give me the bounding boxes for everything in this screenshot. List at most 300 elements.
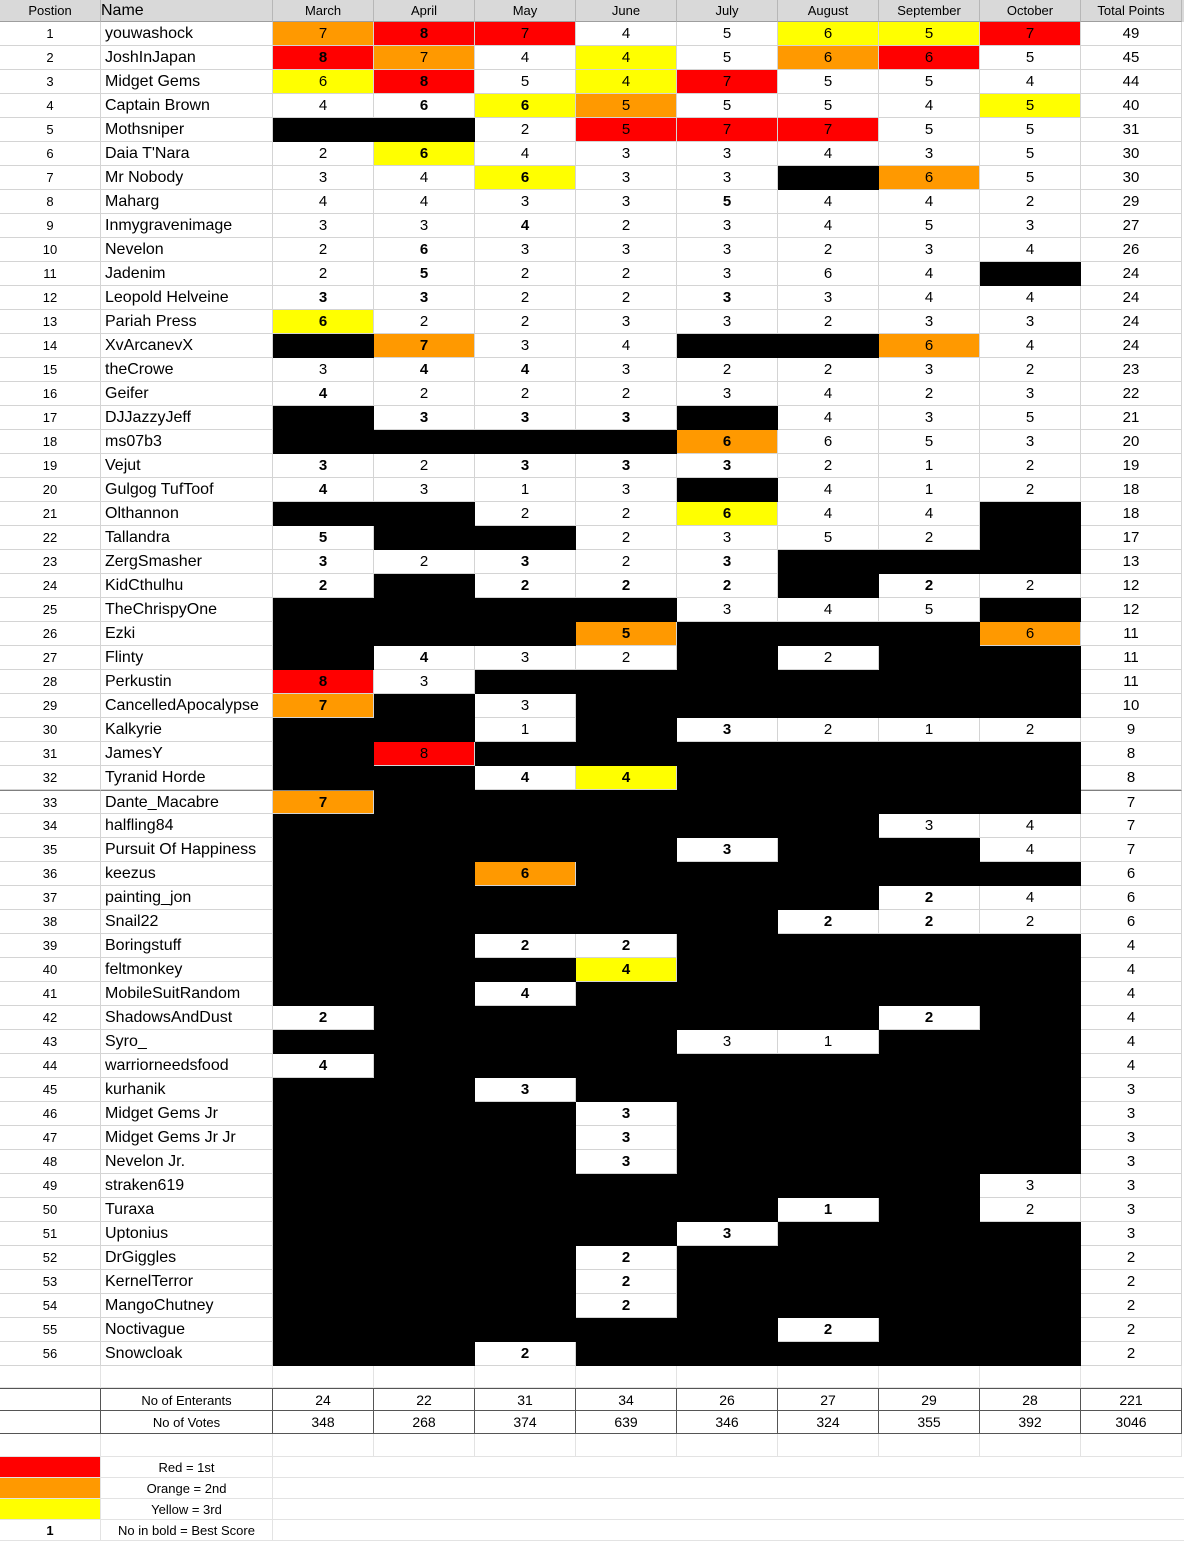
score-cell[interactable]: 5 [980,406,1081,430]
score-cell[interactable]: 3 [576,190,677,214]
position-cell[interactable]: 40 [0,958,101,982]
no-entry-cell[interactable] [677,934,778,958]
no-entry-cell[interactable] [778,334,879,358]
total-cell[interactable]: 2 [1081,1246,1182,1270]
no-entry-cell[interactable] [879,670,980,694]
no-entry-cell[interactable] [475,1006,576,1030]
no-entry-cell[interactable] [879,1246,980,1270]
score-cell[interactable]: 3 [273,286,374,310]
score-cell[interactable]: 6 [374,238,475,262]
no-entry-cell[interactable] [374,1054,475,1078]
legend-swatch[interactable]: 1 [0,1520,101,1541]
position-cell[interactable]: 30 [0,718,101,742]
score-cell[interactable]: 2 [576,550,677,574]
total-cell[interactable]: 6 [1081,862,1182,886]
no-entry-cell[interactable] [677,982,778,1006]
score-cell[interactable]: 2 [879,526,980,550]
score-cell[interactable]: 5 [677,22,778,46]
header-total[interactable]: Total Points [1081,0,1182,22]
no-entry-cell[interactable] [576,430,677,454]
no-entry-cell[interactable] [879,862,980,886]
header-name[interactable]: Name [101,0,273,22]
name-cell[interactable]: DJJazzyJeff [101,406,273,430]
no-entry-cell[interactable] [879,742,980,766]
position-cell[interactable]: 19 [0,454,101,478]
score-cell[interactable]: 2 [273,238,374,262]
score-cell[interactable]: 2 [576,502,677,526]
score-cell[interactable]: 7 [677,70,778,94]
total-cell[interactable]: 7 [1081,790,1182,814]
position-cell[interactable]: 29 [0,694,101,718]
score-cell[interactable]: 2 [475,382,576,406]
no-entry-cell[interactable] [778,1222,879,1246]
no-entry-cell[interactable] [374,1198,475,1222]
no-entry-cell[interactable] [374,1342,475,1366]
name-cell[interactable]: Midget Gems Jr Jr [101,1126,273,1150]
score-cell[interactable]: 5 [677,94,778,118]
no-entry-cell[interactable] [374,1150,475,1174]
score-cell[interactable]: 3 [677,142,778,166]
name-cell[interactable]: MobileSuitRandom [101,982,273,1006]
score-cell[interactable]: 4 [374,646,475,670]
score-cell[interactable]: 5 [879,70,980,94]
total-cell[interactable]: 8 [1081,742,1182,766]
no-entry-cell[interactable] [677,1102,778,1126]
score-cell[interactable]: 2 [576,574,677,598]
no-entry-cell[interactable] [475,430,576,454]
no-entry-cell[interactable] [980,1078,1081,1102]
no-entry-cell[interactable] [778,1102,879,1126]
name-cell[interactable]: Dante_Macabre [101,790,273,814]
total-cell[interactable]: 40 [1081,94,1182,118]
score-cell[interactable]: 3 [677,262,778,286]
no-entry-cell[interactable] [374,886,475,910]
no-entry-cell[interactable] [374,910,475,934]
no-entry-cell[interactable] [778,694,879,718]
no-entry-cell[interactable] [475,1054,576,1078]
no-entry-cell[interactable] [475,1222,576,1246]
summary-value[interactable]: 27 [778,1388,879,1411]
no-entry-cell[interactable] [273,334,374,358]
no-entry-cell[interactable] [677,1126,778,1150]
score-cell[interactable]: 4 [374,166,475,190]
name-cell[interactable]: Maharg [101,190,273,214]
no-entry-cell[interactable] [273,886,374,910]
score-cell[interactable]: 6 [475,94,576,118]
score-cell[interactable]: 6 [677,430,778,454]
no-entry-cell[interactable] [475,526,576,550]
total-cell[interactable]: 2 [1081,1270,1182,1294]
total-cell[interactable]: 4 [1081,982,1182,1006]
no-entry-cell[interactable] [273,118,374,142]
score-cell[interactable]: 5 [778,70,879,94]
score-cell[interactable]: 4 [778,142,879,166]
name-cell[interactable]: Leopold Helveine [101,286,273,310]
no-entry-cell[interactable] [576,742,677,766]
no-entry-cell[interactable] [879,1270,980,1294]
no-entry-cell[interactable] [475,886,576,910]
total-cell[interactable]: 11 [1081,622,1182,646]
no-entry-cell[interactable] [879,1150,980,1174]
summary-value[interactable]: 374 [475,1411,576,1434]
no-entry-cell[interactable] [980,694,1081,718]
score-cell[interactable]: 4 [475,142,576,166]
score-cell[interactable]: 8 [273,670,374,694]
score-cell[interactable]: 4 [980,886,1081,910]
no-entry-cell[interactable] [374,574,475,598]
no-entry-cell[interactable] [576,982,677,1006]
score-cell[interactable]: 3 [677,286,778,310]
no-entry-cell[interactable] [879,1054,980,1078]
name-cell[interactable]: Syro_ [101,1030,273,1054]
score-cell[interactable]: 5 [980,142,1081,166]
score-cell[interactable]: 5 [879,214,980,238]
score-cell[interactable]: 4 [576,766,677,790]
no-entry-cell[interactable] [273,598,374,622]
position-cell[interactable]: 43 [0,1030,101,1054]
legend-swatch[interactable] [0,1457,101,1478]
no-entry-cell[interactable] [778,838,879,862]
score-cell[interactable]: 1 [778,1030,879,1054]
score-cell[interactable]: 2 [778,454,879,478]
summary-value[interactable]: 268 [374,1411,475,1434]
score-cell[interactable]: 2 [475,262,576,286]
no-entry-cell[interactable] [677,958,778,982]
position-cell[interactable]: 51 [0,1222,101,1246]
score-cell[interactable]: 2 [475,502,576,526]
no-entry-cell[interactable] [980,526,1081,550]
no-entry-cell[interactable] [273,1174,374,1198]
total-cell[interactable]: 49 [1081,22,1182,46]
no-entry-cell[interactable] [778,574,879,598]
no-entry-cell[interactable] [273,742,374,766]
no-entry-cell[interactable] [778,958,879,982]
score-cell[interactable]: 3 [677,598,778,622]
total-cell[interactable]: 11 [1081,670,1182,694]
score-cell[interactable]: 2 [576,646,677,670]
score-cell[interactable]: 5 [677,46,778,70]
name-cell[interactable]: Pariah Press [101,310,273,334]
score-cell[interactable]: 2 [576,286,677,310]
position-cell[interactable]: 25 [0,598,101,622]
name-cell[interactable]: JoshInJapan [101,46,273,70]
score-cell[interactable]: 3 [576,1126,677,1150]
no-entry-cell[interactable] [879,646,980,670]
name-cell[interactable]: Captain Brown [101,94,273,118]
no-entry-cell[interactable] [677,1174,778,1198]
no-entry-cell[interactable] [374,862,475,886]
no-entry-cell[interactable] [475,598,576,622]
name-cell[interactable]: youwashock [101,22,273,46]
score-cell[interactable]: 3 [374,286,475,310]
position-cell[interactable]: 2 [0,46,101,70]
score-cell[interactable]: 2 [576,382,677,406]
score-cell[interactable]: 3 [273,454,374,478]
score-cell[interactable]: 3 [576,166,677,190]
no-entry-cell[interactable] [677,1078,778,1102]
no-entry-cell[interactable] [879,1126,980,1150]
no-entry-cell[interactable] [273,1318,374,1342]
no-entry-cell[interactable] [273,1078,374,1102]
summary-total[interactable]: 3046 [1081,1411,1182,1434]
no-entry-cell[interactable] [374,790,475,814]
no-entry-cell[interactable] [677,1246,778,1270]
name-cell[interactable]: Vejut [101,454,273,478]
no-entry-cell[interactable] [778,766,879,790]
no-entry-cell[interactable] [879,838,980,862]
score-cell[interactable]: 4 [980,814,1081,838]
name-cell[interactable]: Ezki [101,622,273,646]
score-cell[interactable]: 6 [677,502,778,526]
total-cell[interactable]: 30 [1081,142,1182,166]
no-entry-cell[interactable] [475,1126,576,1150]
no-entry-cell[interactable] [475,622,576,646]
score-cell[interactable]: 2 [374,454,475,478]
no-entry-cell[interactable] [980,1222,1081,1246]
total-cell[interactable]: 44 [1081,70,1182,94]
no-entry-cell[interactable] [677,886,778,910]
no-entry-cell[interactable] [778,1150,879,1174]
score-cell[interactable]: 5 [576,622,677,646]
score-cell[interactable]: 2 [879,886,980,910]
no-entry-cell[interactable] [475,1294,576,1318]
position-cell[interactable]: 18 [0,430,101,454]
no-entry-cell[interactable] [677,646,778,670]
no-entry-cell[interactable] [273,1246,374,1270]
no-entry-cell[interactable] [475,1174,576,1198]
header-month[interactable]: April [374,0,475,22]
position-cell[interactable]: 54 [0,1294,101,1318]
score-cell[interactable]: 2 [879,574,980,598]
position-cell[interactable]: 39 [0,934,101,958]
no-entry-cell[interactable] [475,790,576,814]
no-entry-cell[interactable] [980,982,1081,1006]
no-entry-cell[interactable] [677,742,778,766]
score-cell[interactable]: 2 [273,574,374,598]
score-cell[interactable]: 3 [980,430,1081,454]
total-cell[interactable]: 19 [1081,454,1182,478]
score-cell[interactable]: 2 [475,118,576,142]
total-cell[interactable]: 3 [1081,1150,1182,1174]
position-cell[interactable]: 56 [0,1342,101,1366]
no-entry-cell[interactable] [576,886,677,910]
score-cell[interactable]: 3 [677,1222,778,1246]
score-cell[interactable]: 6 [879,46,980,70]
summary-value[interactable]: 392 [980,1411,1081,1434]
no-entry-cell[interactable] [677,334,778,358]
score-cell[interactable]: 7 [778,118,879,142]
score-cell[interactable]: 4 [879,94,980,118]
no-entry-cell[interactable] [273,622,374,646]
score-cell[interactable]: 5 [778,94,879,118]
name-cell[interactable]: Uptonius [101,1222,273,1246]
position-cell[interactable]: 37 [0,886,101,910]
no-entry-cell[interactable] [778,1246,879,1270]
no-entry-cell[interactable] [273,934,374,958]
no-entry-cell[interactable] [879,982,980,1006]
score-cell[interactable]: 2 [778,718,879,742]
score-cell[interactable]: 2 [475,310,576,334]
no-entry-cell[interactable] [273,406,374,430]
total-cell[interactable]: 27 [1081,214,1182,238]
score-cell[interactable]: 4 [980,238,1081,262]
score-cell[interactable]: 8 [273,46,374,70]
no-entry-cell[interactable] [273,982,374,1006]
score-cell[interactable]: 4 [374,358,475,382]
position-cell[interactable]: 15 [0,358,101,382]
name-cell[interactable]: Perkustin [101,670,273,694]
no-entry-cell[interactable] [980,1270,1081,1294]
no-entry-cell[interactable] [778,622,879,646]
no-entry-cell[interactable] [273,766,374,790]
summary-value[interactable]: 22 [374,1388,475,1411]
no-entry-cell[interactable] [677,1294,778,1318]
no-entry-cell[interactable] [677,694,778,718]
score-cell[interactable]: 3 [879,406,980,430]
no-entry-cell[interactable] [980,1246,1081,1270]
total-cell[interactable]: 9 [1081,718,1182,742]
position-cell[interactable]: 16 [0,382,101,406]
position-cell[interactable]: 36 [0,862,101,886]
score-cell[interactable]: 5 [576,118,677,142]
score-cell[interactable]: 3 [677,166,778,190]
score-cell[interactable]: 3 [273,550,374,574]
no-entry-cell[interactable] [677,910,778,934]
name-cell[interactable]: Geifer [101,382,273,406]
total-cell[interactable]: 2 [1081,1294,1182,1318]
no-entry-cell[interactable] [980,958,1081,982]
name-cell[interactable]: Jadenim [101,262,273,286]
score-cell[interactable]: 3 [475,1078,576,1102]
no-entry-cell[interactable] [475,958,576,982]
name-cell[interactable]: KernelTerror [101,1270,273,1294]
name-cell[interactable]: Nevelon Jr. [101,1150,273,1174]
score-cell[interactable]: 6 [778,46,879,70]
no-entry-cell[interactable] [273,1150,374,1174]
position-cell[interactable]: 50 [0,1198,101,1222]
no-entry-cell[interactable] [576,670,677,694]
no-entry-cell[interactable] [374,934,475,958]
position-cell[interactable]: 7 [0,166,101,190]
score-cell[interactable]: 3 [677,718,778,742]
score-cell[interactable]: 3 [879,310,980,334]
no-entry-cell[interactable] [778,670,879,694]
no-entry-cell[interactable] [273,958,374,982]
no-entry-cell[interactable] [273,1342,374,1366]
no-entry-cell[interactable] [677,406,778,430]
score-cell[interactable]: 4 [778,502,879,526]
no-entry-cell[interactable] [273,1222,374,1246]
total-cell[interactable]: 3 [1081,1198,1182,1222]
no-entry-cell[interactable] [879,1198,980,1222]
score-cell[interactable]: 2 [576,1246,677,1270]
score-cell[interactable]: 4 [778,190,879,214]
name-cell[interactable]: halfling84 [101,814,273,838]
name-cell[interactable]: Olthannon [101,502,273,526]
no-entry-cell[interactable] [778,982,879,1006]
position-cell[interactable]: 21 [0,502,101,526]
position-cell[interactable]: 23 [0,550,101,574]
score-cell[interactable]: 7 [980,22,1081,46]
score-cell[interactable]: 6 [778,22,879,46]
score-cell[interactable]: 4 [778,478,879,502]
position-cell[interactable]: 5 [0,118,101,142]
score-cell[interactable]: 4 [879,286,980,310]
score-cell[interactable]: 4 [475,46,576,70]
no-entry-cell[interactable] [778,1078,879,1102]
no-entry-cell[interactable] [374,838,475,862]
score-cell[interactable]: 3 [576,1102,677,1126]
score-cell[interactable]: 2 [778,238,879,262]
score-cell[interactable]: 5 [980,94,1081,118]
score-cell[interactable]: 5 [879,118,980,142]
name-cell[interactable]: Gulgog TufToof [101,478,273,502]
total-cell[interactable]: 3 [1081,1174,1182,1198]
name-cell[interactable]: straken619 [101,1174,273,1198]
total-cell[interactable]: 8 [1081,766,1182,790]
score-cell[interactable]: 2 [576,934,677,958]
total-cell[interactable]: 4 [1081,934,1182,958]
no-entry-cell[interactable] [475,1150,576,1174]
summary-value[interactable]: 29 [879,1388,980,1411]
total-cell[interactable]: 4 [1081,958,1182,982]
name-cell[interactable]: MangoChutney [101,1294,273,1318]
total-cell[interactable]: 2 [1081,1318,1182,1342]
legend-label[interactable]: Red = 1st [101,1457,273,1478]
score-cell[interactable]: 4 [576,70,677,94]
no-entry-cell[interactable] [879,1030,980,1054]
no-entry-cell[interactable] [778,166,879,190]
summary-value[interactable]: 639 [576,1411,677,1434]
score-cell[interactable]: 3 [677,838,778,862]
score-cell[interactable]: 2 [778,646,879,670]
score-cell[interactable]: 2 [980,910,1081,934]
name-cell[interactable]: Tallandra [101,526,273,550]
name-cell[interactable]: XvArcanevX [101,334,273,358]
position-cell[interactable]: 53 [0,1270,101,1294]
total-cell[interactable]: 23 [1081,358,1182,382]
score-cell[interactable]: 3 [980,1174,1081,1198]
score-cell[interactable]: 2 [475,934,576,958]
score-cell[interactable]: 2 [980,478,1081,502]
score-cell[interactable]: 3 [576,454,677,478]
name-cell[interactable]: Snowcloak [101,1342,273,1366]
name-cell[interactable]: CancelledApocalypse [101,694,273,718]
position-cell[interactable]: 24 [0,574,101,598]
no-entry-cell[interactable] [576,1078,677,1102]
position-cell[interactable]: 44 [0,1054,101,1078]
summary-label[interactable]: No of Votes [101,1411,273,1434]
name-cell[interactable]: Mr Nobody [101,166,273,190]
total-cell[interactable]: 30 [1081,166,1182,190]
score-cell[interactable]: 2 [677,574,778,598]
no-entry-cell[interactable] [576,910,677,934]
name-cell[interactable]: Boringstuff [101,934,273,958]
score-cell[interactable]: 4 [576,46,677,70]
no-entry-cell[interactable] [576,1222,677,1246]
no-entry-cell[interactable] [778,1342,879,1366]
no-entry-cell[interactable] [374,598,475,622]
score-cell[interactable]: 3 [475,694,576,718]
total-cell[interactable]: 21 [1081,406,1182,430]
no-entry-cell[interactable] [273,1270,374,1294]
no-entry-cell[interactable] [273,862,374,886]
position-cell[interactable]: 46 [0,1102,101,1126]
no-entry-cell[interactable] [980,262,1081,286]
no-entry-cell[interactable] [374,1078,475,1102]
name-cell[interactable]: Mothsniper [101,118,273,142]
no-entry-cell[interactable] [576,1054,677,1078]
